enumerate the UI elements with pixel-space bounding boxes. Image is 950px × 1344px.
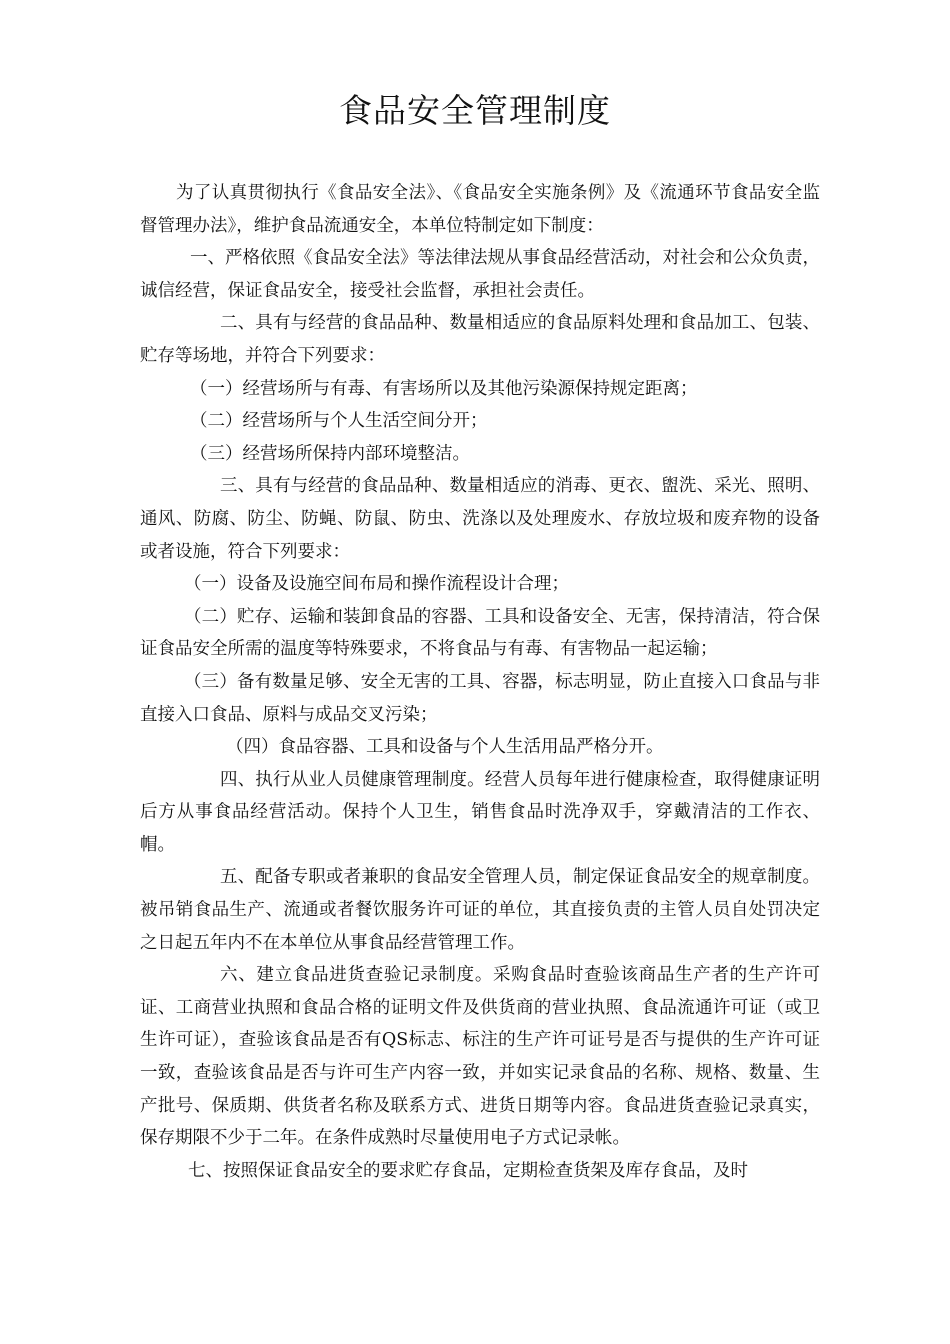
clause-7: 七、按照保证食品安全的要求贮存食品，定期检查货架及库存食品，及时 <box>188 1160 748 1181</box>
document-body <box>140 177 820 1187</box>
clause-5: 五、配备专职或者兼职的食品安全管理人员，制定保证食品安全的规章制度。被吊销食品生产、流通或者餐饮服务许可证的单位，其直接负责的主管人员自处罚决定之日起五年内不在本单位从事食品经营管理工作。 <box>140 867 820 953</box>
clause-6: 六、建立食品进货查验记录制度。采购食品时查验该商品生产者的生产许可证、工商营业执照和食品合格的证明文件及供货商的营业执照、食品流通许可证（或卫生许可证），查验该食品是否有QS标志、标注的生产许可证号是否与提供的生产许可证一致，查验该食品是否与许可生产内容一致，并如实记录食品的名称、规格、数量、生产批号、保质期、供货者名称及联系方式、进货日期等内容。食品进货查验记录真实，保存期限不少于二年。在条件成熟时尽量使用电子方式记录帐。 <box>140 965 820 1149</box>
clause-1: 一、严格依照《食品安全法》等法律法规从事食品经营活动，对社会和公众负责，诚信经营，保证食品安全，接受社会监督，承担社会责任。 <box>140 248 820 301</box>
clause-3-item-1: （一）设备及设施空间布局和操作流程设计合理； <box>184 574 569 595</box>
clause-2: 二、具有与经营的食品品种、数量相适应的食品原料处理和食品加工、包装、贮存等场地，并符合下列要求： <box>140 313 820 366</box>
clause-3: 三、具有与经营的食品品种、数量相适应的消毒、更衣、盥洗、采光、照明、通风、防腐、防尘、防蝇、防鼠、防虫、洗涤以及处理废水、存放垃圾和废弃物的设备或者设施，符合下列要求： <box>140 476 820 562</box>
clause-3-item-4: （四）食品容器、工具和设备与个人生活用品严格分开。 <box>226 737 664 758</box>
clause-3-item-2: （二）贮存、运输和装卸食品的容器、工具和设备安全、无害，保持清洁，符合保证食品安全所需的温度等特殊要求，不将食品与有毒、有害物品一起运输； <box>140 606 820 660</box>
intro-paragraph: 为了认真贯彻执行《食品安全法》、《食品安全实施条例》及《流通环节食品安全监督管理办法》，维护食品流通安全，本单位特制定如下制度： <box>140 183 820 236</box>
clause-2-item-3: （三）经营场所保持内部环境整洁。 <box>190 443 470 464</box>
clause-2-item-2: （二）经营场所与个人生活空间分开； <box>190 411 488 432</box>
clause-3-item-3: （三）备有数量足够、安全无害的工具、容器，标志明显，防止直接入口食品与非直接入口食品、原料与成品交叉污染； <box>140 671 820 725</box>
clause-2-item-1: （一）经营场所与有毒、有害场所以及其他污染源保持规定距离； <box>190 378 698 399</box>
document-title: 食品安全管理制度 <box>339 91 611 130</box>
clause-4: 四、执行从业人员健康管理制度。经营人员每年进行健康检查，取得健康证明后方从事食品经营活动。保持个人卫生，销售食品时洗净双手，穿戴清洁的工作衣、帽。 <box>140 769 820 855</box>
